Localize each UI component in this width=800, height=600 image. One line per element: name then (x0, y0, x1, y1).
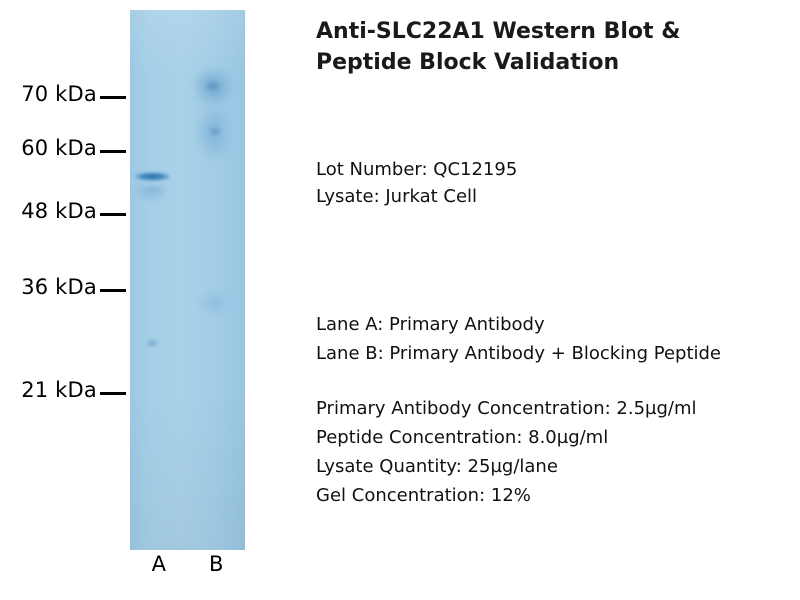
lane-a-legend-text: Lane A: Primary Antibody (316, 314, 545, 335)
ladder-marker-label: 70 kDa (21, 82, 97, 106)
blot-speck (147, 340, 157, 346)
title-line-1: Anti-SLC22A1 Western Blot & (316, 19, 681, 44)
ladder-marker (21, 136, 126, 160)
lane-a-caption: A (151, 552, 166, 576)
sample-details (316, 156, 517, 210)
ladder-marker-label: 36 kDa (21, 275, 97, 299)
title-line-2: Peptide Block Validation (316, 50, 620, 75)
blot-lane-b (188, 10, 246, 550)
lane-legend (316, 310, 721, 368)
lane-b-smear-low (199, 292, 228, 314)
ladder-tick-icon (100, 213, 126, 216)
assay-parameters (316, 394, 697, 510)
ladder-tick-icon (100, 289, 126, 292)
ladder-marker (21, 82, 126, 106)
lane-captions (130, 552, 245, 586)
page-title (316, 16, 800, 78)
blot-lane-a (130, 10, 188, 550)
blot-speck (211, 128, 220, 135)
lane-a-band (135, 172, 171, 181)
peptide-concentration-text: Peptide Concentration: 8.0µg/ml (316, 427, 609, 448)
lysate-quantity-text: Lysate Quantity: 25µg/lane (316, 456, 558, 477)
ladder-tick-icon (100, 96, 126, 99)
lane-a-smear (136, 186, 168, 202)
ladder-marker-label: 21 kDa (21, 378, 97, 402)
info-panel (316, 0, 800, 600)
ladder-marker (21, 199, 126, 223)
ladder-marker (21, 378, 126, 402)
ladder-tick-icon (100, 150, 126, 153)
gel-concentration-text: Gel Concentration: 12% (316, 485, 531, 506)
ladder-marker-label: 48 kDa (21, 199, 97, 223)
molecular-weight-ladder (0, 0, 130, 600)
blot-speck (207, 82, 219, 90)
ladder-marker (21, 275, 126, 299)
lot-number-text: Lot Number: QC12195 (316, 159, 518, 180)
primary-antibody-concentration-text: Primary Antibody Concentration: 2.5µg/ml (316, 398, 697, 419)
lysate-text: Lysate: Jurkat Cell (316, 186, 478, 207)
ladder-tick-icon (100, 392, 126, 395)
lane-b-legend-text: Lane B: Primary Antibody + Blocking Peptide (316, 343, 722, 364)
ladder-marker-label: 60 kDa (21, 136, 97, 160)
western-blot-image (130, 10, 245, 550)
lane-b-caption: B (209, 552, 224, 576)
